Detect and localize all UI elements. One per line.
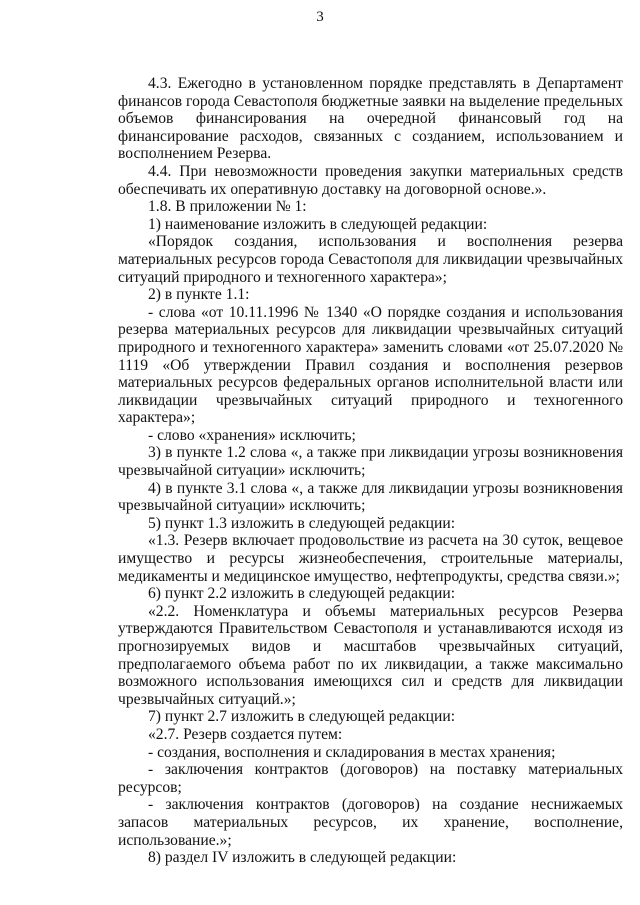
paragraph: - заключения контрактов (договоров) на поставку материальных ресурсов; xyxy=(118,761,623,796)
paragraph: 3) в пункте 1.2 слова «, а также при ликвидации угрозы возникновения чрезвычайной ситуации» исключить; xyxy=(118,444,623,480)
paragraph: «2.7. Резерв создается путем: xyxy=(148,725,343,743)
paragraph: 6) пункт 2.2 изложить в следующей редакции: xyxy=(148,585,456,603)
paragraph: - слово «хранения» исключить; xyxy=(148,426,356,444)
paragraph: «1.3. Резерв включает продовольствие из расчета на 30 суток, вещевое имущество и ресурсы жизнеобеспечения, строительные материалы, медикаменты и медицинское имущество, нефтепродукты, средства связи.»; xyxy=(118,532,623,585)
paragraph: 4) в пункте 3.1 слова «, а также для ликвидации угрозы возникновения чрезвычайной ситуации» исключить; xyxy=(118,479,623,515)
paragraph: 5) пункт 1.3 изложить в следующей редакции: xyxy=(148,514,456,532)
paragraph: 7) пункт 2.7 изложить в следующей редакции: xyxy=(148,708,456,726)
paragraph: 8) раздел IV изложить в следующей редакции: xyxy=(148,849,457,867)
paragraph: «Порядок создания, использования и восполнения резерва материальных ресурсов города Севастополя для ликвидации чрезвычайных ситуаций природного и техногенного характера»; xyxy=(118,233,623,286)
paragraph: 1) наименование изложить в следующей редакции: xyxy=(148,215,488,233)
paragraph: «2.2. Номенклатура и объемы материальных ресурсов Резерва утверждаются Правительством Севастополя и устанавливаются исходя из прогнозируемых видов и масштабов чрезвычайных ситуаций, предполагаемого объема работ по их ликвидации, а также максимально возможного использования имеющихся сил и средств для ликвидации чрезвычайных ситуаций.»; xyxy=(118,602,623,708)
paragraph: - создания, восполнения и складирования в местах хранения; xyxy=(148,743,556,761)
paragraph: - заключения контрактов (договоров) на создание неснижаемых запасов материальных ресурсов, их хранение, восполнение, использование.»; xyxy=(118,796,623,849)
paragraph: 2) в пункте 1.1: xyxy=(148,286,250,304)
paragraph: 4.3. Ежегодно в установленном порядке представлять в Департамент финансов города Севастополя бюджетные заявки на выделение предельных объемов финансирования на очередной финансовый год на финансирование расходов, связанных с созданием, использованием и восполнением Резерва. xyxy=(118,75,623,163)
page-number: 3 xyxy=(316,9,324,25)
paragraph: - слова «от 10.11.1996 № 1340 «О порядке создания и использования резерва материальных ресурсов для ликвидации чрезвычайных ситуаций природного и техногенного характера» заменить словами «от 25.07.2020 № 1119 «Об утверждении Правил создания и восполнения резервов материальных ресурсов федеральных органов исполнительной власти или ликвидации чрезвычайных ситуаций природного и техногенного характера»; xyxy=(118,303,623,427)
document-body xyxy=(118,75,623,867)
paragraph: 1.8. В приложении № 1: xyxy=(148,198,307,216)
paragraph: 4.4. При невозможности проведения закупки материальных средств обеспечивать их оперативную доставку на договорной основе.». xyxy=(118,162,623,198)
